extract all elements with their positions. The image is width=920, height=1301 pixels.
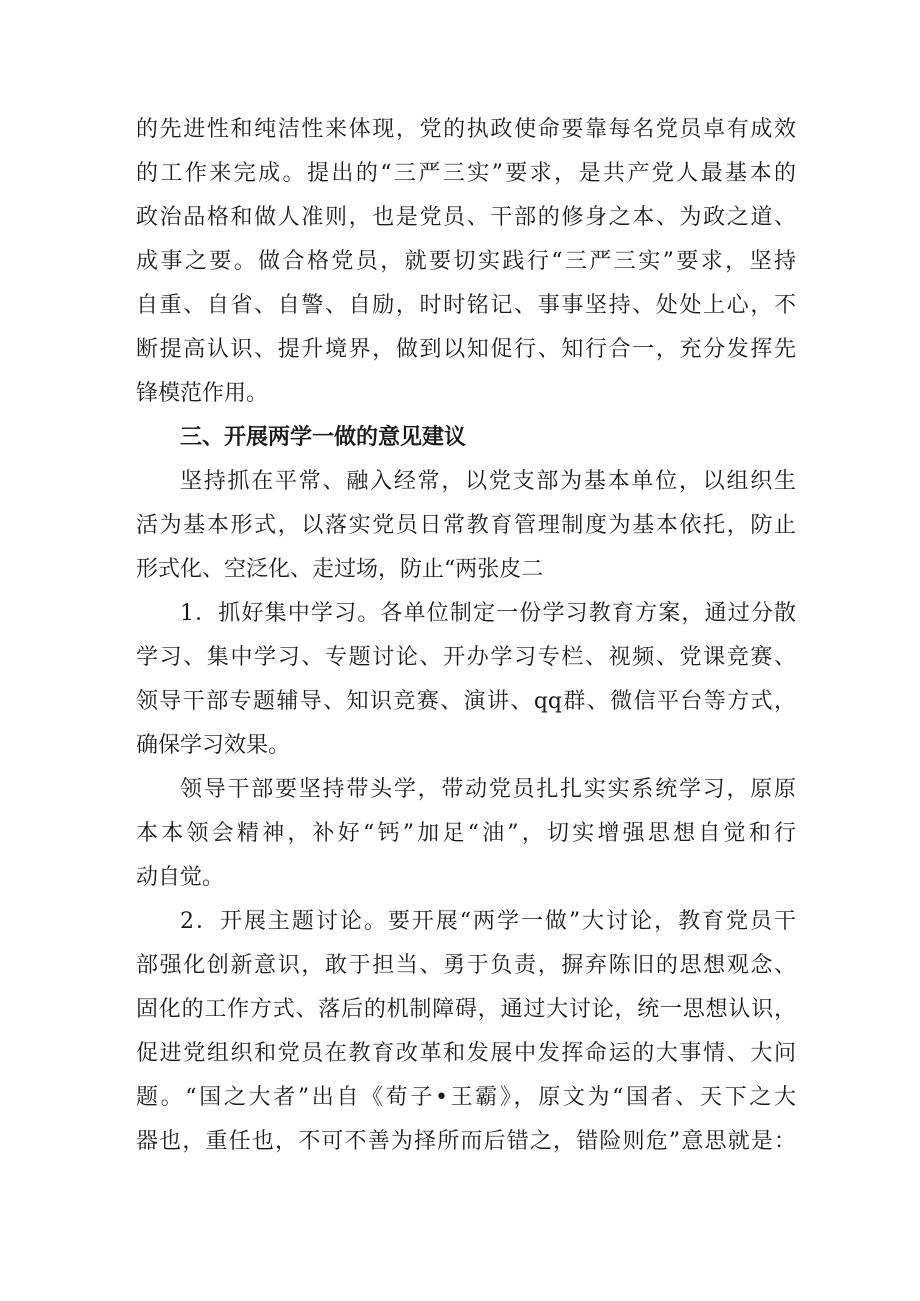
text-line: 确保学习效果。 <box>136 733 291 758</box>
text-line: 部强化创新意识，敢于担当、勇于负责，摒弃陈旧的思想观念、 <box>136 953 796 978</box>
text-line: 成事之要。做合格党员，就要切实践行“三严三实”要求，坚持 <box>136 249 796 274</box>
text-line: 坚持抓在平常、融入经常，以党支部为基本单位，以组织生 <box>180 469 796 494</box>
text-line: 2．开展主题讨论。要开展“两学一做”大讨论，教育党员干 <box>180 909 796 934</box>
text-line: 形式化、空泛化、走过场，防止“两张皮二 <box>136 557 544 582</box>
text-line: 断提高认识、提升境界，做到以知促行、知行合一，充分发挥先 <box>136 337 796 362</box>
text-line: 学习、集中学习、专题讨论、开办学习专栏、视频、党课竞赛、 <box>136 645 796 670</box>
section-heading: 三、开展两学一做的意见建议 <box>180 425 467 450</box>
text-line: 活为基本形式，以落实党员日常教育管理制度为基本依托，防止 <box>136 513 796 538</box>
text-line: 自重、自省、自警、自励，时时铭记、事事坚持、处处上心，不 <box>136 293 796 318</box>
text-line: 政治品格和做人准则，也是党员、干部的修身之本、为政之道、 <box>136 205 796 230</box>
text-line: 的工作来完成。提出的“三严三实”要求，是共产党人最基本的 <box>136 161 796 186</box>
text-line: 动自觉。 <box>136 865 225 890</box>
text-line: 的先进性和纯洁性来体现，党的执政使命要靠每名党员卓有成效 <box>136 117 796 142</box>
text-line: 促进党组织和党员在教育改革和发展中发挥命运的大事情、大问 <box>136 1041 796 1066</box>
text-line: 领导干部专题辅导、知识竞赛、演讲、qq群、微信平台等方式， <box>136 689 796 714</box>
text-line: 器也，重任也，不可不善为择所而后错之，错险则危”意思就是： <box>136 1129 796 1154</box>
text-line: 领导干部要坚持带头学，带动党员扎扎实实系统学习，原原 <box>180 777 796 802</box>
text-line: 1．抓好集中学习。各单位制定一份学习教育方案，通过分散 <box>180 601 796 626</box>
text-line: 题。“国之大者”出自《荀子•王霸》，原文为“国者、天下之大 <box>136 1085 796 1110</box>
document-body <box>136 108 796 1164</box>
text-line: 锋模范作用。 <box>136 381 269 406</box>
text-line: 本本领会精神，补好“钙”加足“油”，切实增强思想自觉和行 <box>136 821 796 846</box>
text-line: 固化的工作方式、落后的机制障碍，通过大讨论，统一思想认识， <box>136 997 796 1022</box>
